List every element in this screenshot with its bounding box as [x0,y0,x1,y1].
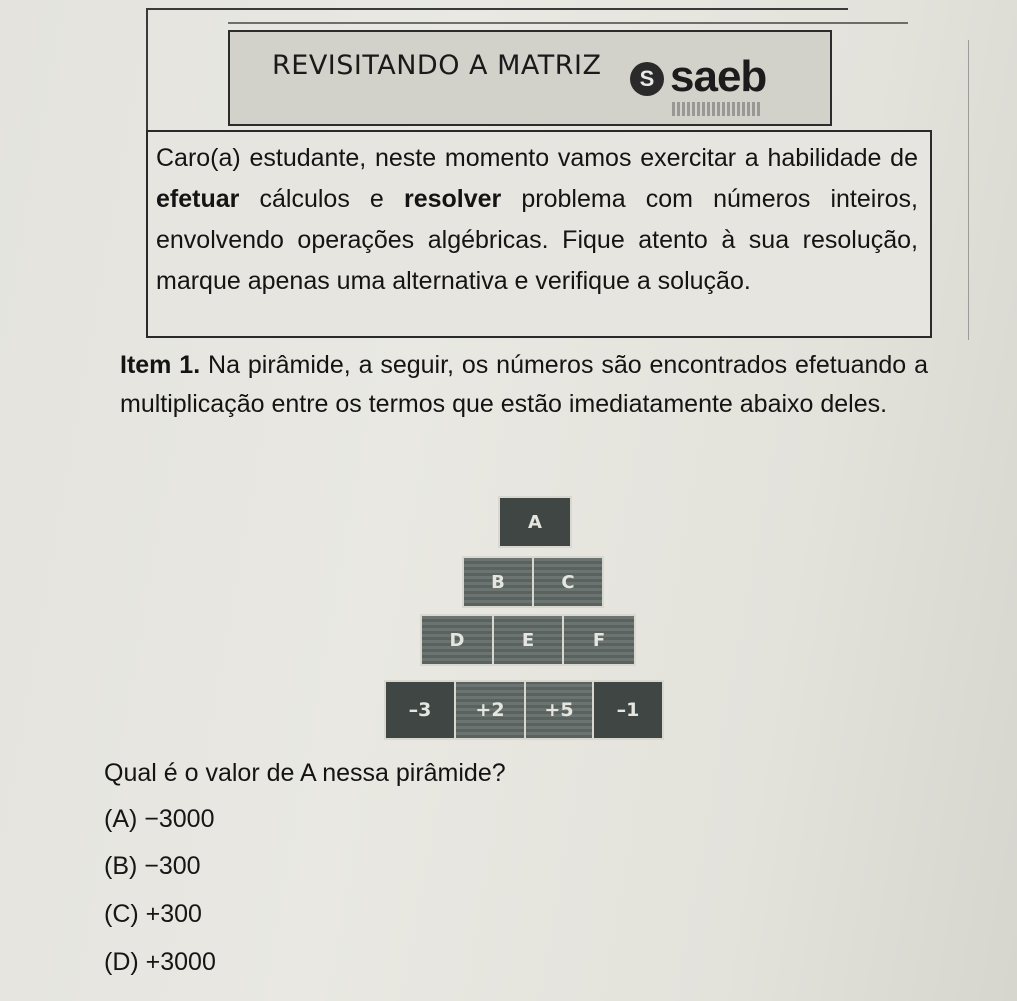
option-b[interactable]: (B) −300 [104,852,201,880]
saeb-logo-text: saeb [670,52,767,101]
option-d[interactable]: (D) +3000 [104,948,216,976]
pyramid-cell-d: D [420,614,494,666]
pyramid-cell-base-1: –3 [384,680,456,740]
pyramid-cell-e: E [492,614,564,666]
right-border-line [968,40,969,340]
intro-bold-efetuar: efetuar [156,185,240,213]
left-border-line [146,8,148,130]
option-c[interactable]: (C) +300 [104,900,202,928]
intro-paragraph [156,138,918,302]
pyramid-cell-base-2: +2 [454,680,526,740]
item-text: Na pirâmide, a seguir, os números são encontrados efetuando a multiplicação entre os termos que estão imediatamente abaixo deles. [120,351,928,418]
pyramid-cell-base-4: –1 [592,680,664,740]
intro-text-3: problema com números inteiros, envolvendo operações algébricas. Fique atento à sua resolução, marque apenas uma alternativa e verifique a solução. [156,185,919,295]
top-border-line [148,8,848,10]
option-a[interactable]: (A) −3000 [104,805,215,833]
pyramid-cell-b: B [462,556,534,608]
item-statement [120,346,928,424]
pyramid-cell-a: A [498,496,572,548]
question-text: Qual é o valor de A nessa pirâmide? [104,759,506,787]
header-title: REVISITANDO A MATRIZ [272,50,602,81]
pyramid-cell-c: C [532,556,604,608]
intro-text-1: Caro(a) estudante, neste momento vamos exercitar a habilidade de [156,144,918,172]
item-label: Item 1. [120,351,201,379]
intro-text-2: cálculos e [239,185,404,213]
saeb-logo-mark: S [630,62,664,96]
top-border-line-2 [228,22,908,24]
saeb-logo-tagline [672,102,762,116]
intro-bold-resolver: resolver [403,185,502,213]
pyramid-cell-f: F [562,614,636,666]
pyramid-cell-base-3: +5 [524,680,594,740]
saeb-logo [626,44,776,124]
